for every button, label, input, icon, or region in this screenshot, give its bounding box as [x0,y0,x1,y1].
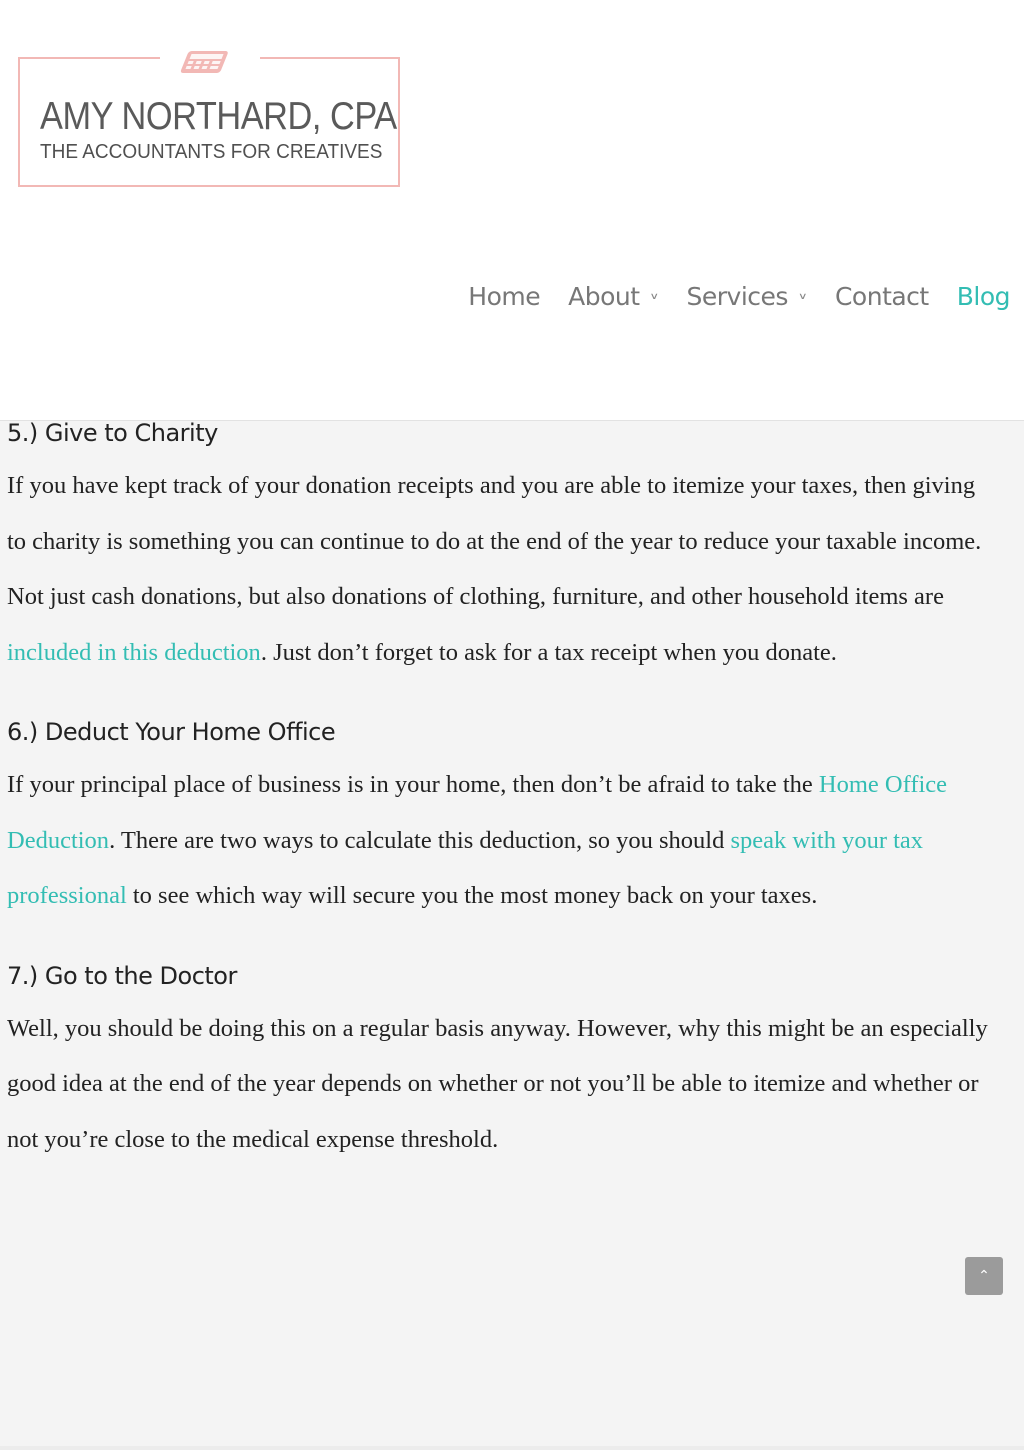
nav-item-label: Home [468,282,541,311]
paragraph-text: to see which way will secure you the most money back on your taxes. [126,882,818,909]
paragraph-text: . Just don’t forget to ask for a tax receipt when you donate. [260,638,837,666]
nav-item-home[interactable] [468,282,540,311]
section-paragraph [7,458,997,680]
paragraph-text: If your principal place of business is in your home, then don’t be afraid to take the [7,771,819,798]
section-heading: 7.) Go to the Doctor [7,961,237,990]
paragraph-text: . There are two ways to calculate this deduction, so you should [109,826,731,854]
nav-item-contact[interactable] [835,282,929,311]
section-paragraph [7,1001,997,1168]
site-logo[interactable] [18,57,400,187]
footer-divider [0,1446,1024,1450]
section-go-to-doctor [7,961,997,1168]
chevron-up-icon: ⌃ [978,1268,990,1284]
nav-item-services[interactable] [687,282,807,311]
chevron-down-icon: ∨ [797,291,807,302]
back-to-top-button[interactable] [965,1257,1003,1295]
included-in-deduction-link[interactable]: included in this deduction [7,638,261,666]
nav-item-about[interactable] [568,282,658,311]
home-office-deduction-link[interactable]: Home Office Deduction [7,771,948,854]
chevron-down-icon: ∨ [649,291,659,302]
nav-item-label: Contact [834,282,929,311]
section-heading: 6.) Deduct Your Home Office [7,718,336,746]
section-heading: 5.) Give to Charity [7,419,218,447]
section-home-office [7,717,997,924]
section-give-to-charity [7,418,997,680]
paragraph-text: Well, you should be doing this on a regular basis anyway. However, why this might be an especially good idea at the end of the year depends on whether or not you’ll be able to itemize and whether or not you’re close to the medical expense threshold. [7,1014,988,1153]
main-nav [440,282,1010,311]
nav-item-label: Blog [956,282,1010,311]
paragraph-text: If you have kept track of your donation receipts and you are able to itemize your taxes, then giving to charity is something you can continue to do at the end of the year to reduce your taxable income. Not just cash donations, but also donations of clothing, furniture, and other household items are [7,472,982,610]
nav-item-label: Services [686,282,788,311]
nav-item-label: About [568,282,640,311]
article-content [7,418,997,1204]
site-header [0,0,1024,421]
logo-name: AMY NORTHARD, CPA [40,95,397,138]
speak-with-tax-professional-link[interactable]: speak with your tax professional [7,826,924,909]
logo-tagline: THE ACCOUNTANTS FOR CREATIVES [40,141,383,163]
nav-item-blog[interactable] [957,282,1010,311]
calculator-icon [178,43,242,79]
section-paragraph [7,757,997,924]
